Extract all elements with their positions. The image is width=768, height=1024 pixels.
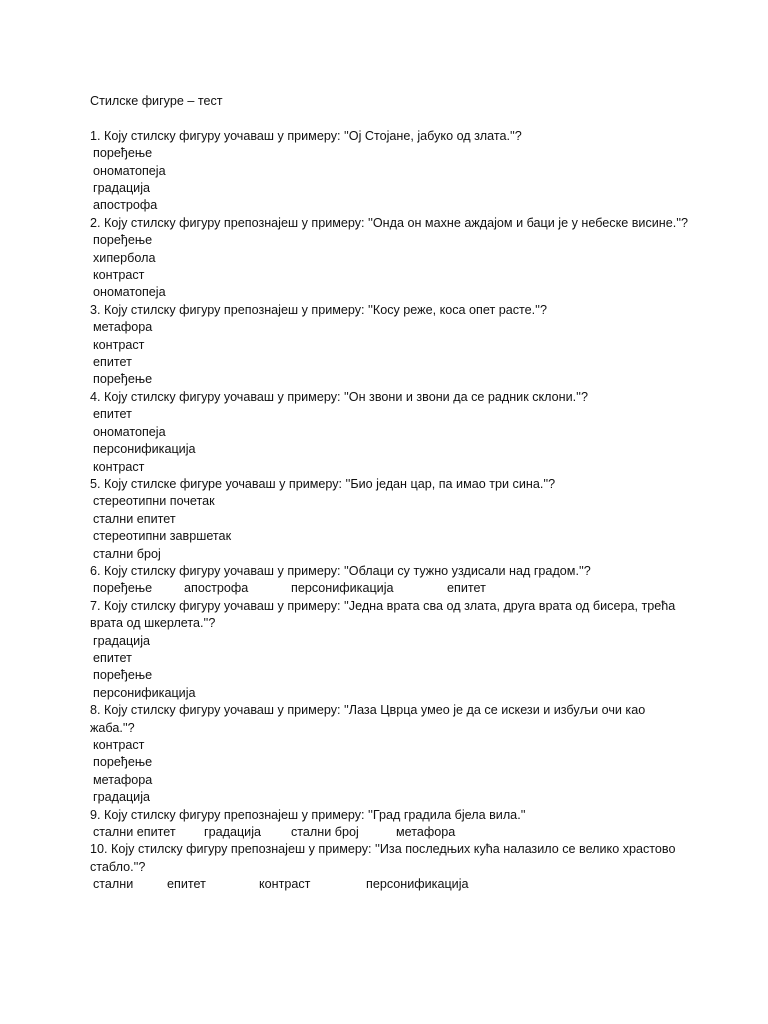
question-8-option-1: контраст (93, 738, 145, 753)
question-5: 5. Коју стилске фигуре уочаваш у примеру: ''Био један цар, па имао три сина.''? (90, 476, 556, 491)
question-6-option-4: епитет (447, 581, 486, 596)
question-10-options (90, 876, 690, 893)
question-2-option-2: хипербола (93, 250, 156, 265)
question-2-option-1: поређење (93, 233, 153, 248)
question-7-option-3: поређење (93, 668, 153, 683)
question-9-option-4: метафора (396, 825, 456, 840)
question-1-option-4: апострофа (93, 198, 158, 213)
question-3-option-4: поређење (93, 372, 153, 387)
question-6-options (90, 580, 690, 597)
question-9-options (90, 824, 690, 841)
question-8-option-4: градација (93, 790, 151, 805)
question-10-option-1: стални (93, 877, 134, 892)
question-5-option-4: стални број (93, 546, 161, 561)
question-9: 9. Коју стилску фигуру препознајеш у примеру: ''Град градила бјела вила.'' (90, 807, 526, 822)
question-7-option-2: епитет (93, 650, 132, 665)
question-4-option-1: епитет (93, 407, 132, 422)
question-2-option-3: контраст (93, 268, 145, 283)
question-1-option-1: поређење (93, 146, 153, 161)
question-9-option-3: стални број (291, 825, 359, 840)
document-title: Стилске фигуре – тест (90, 94, 223, 108)
question-1-option-2: ономатопеја (93, 163, 166, 178)
question-8-option-3: метафора (93, 772, 153, 787)
question-8: 8. Коју стилску фигуру уочаваш у примеру: ''Лаза Цврца умео је да се искези и избуљи очи као жаба.''? (90, 703, 646, 735)
question-2: 2. Коју стилску фигуру препознајеш у примеру: ''Онда он махне аждајом и баци је у небеске висине.''? (90, 215, 689, 230)
question-3-option-1: метафора (93, 320, 153, 335)
question-3-option-2: контраст (93, 337, 145, 352)
question-6-option-2: апострофа (184, 581, 249, 596)
question-4-option-4: контраст (93, 459, 145, 474)
question-6-option-1: поређење (93, 581, 153, 596)
question-9-option-1: стални епитет (93, 825, 176, 840)
question-5-option-1: стереотипни почетак (93, 494, 215, 509)
question-8-option-2: поређење (93, 755, 153, 770)
question-4-option-2: ономатопеја (93, 424, 166, 439)
question-5-option-2: стални епитет (93, 511, 176, 526)
question-10-option-4: персонификација (366, 877, 469, 892)
question-7-option-1: градација (93, 633, 151, 648)
question-6-option-3: персонификација (291, 581, 394, 596)
question-2-option-4: ономатопеја (93, 285, 166, 300)
question-10: 10. Коју стилску фигуру препознајеш у примеру: ''Иза последњих кућа налазило се велико храстово стабло.''? (90, 842, 676, 874)
question-6: 6. Коју стилску фигуру уочаваш у примеру: ''Облаци су тужно уздисали над градом.''? (90, 563, 591, 578)
question-3-option-3: епитет (93, 355, 132, 370)
question-1: 1. Коју стилску фигуру уочаваш у примеру: ''Ој Стојане, јабуко од злата.''? (90, 128, 522, 143)
question-7-option-4: персонификација (93, 685, 196, 700)
question-1-option-3: градација (93, 181, 151, 196)
question-4-option-3: персонификација (93, 442, 196, 457)
document-content (90, 93, 690, 894)
question-9-option-2: градација (204, 825, 262, 840)
question-3: 3. Коју стилску фигуру препознајеш у примеру: ''Косу реже, коса опет расте.''? (90, 302, 547, 317)
question-4: 4. Коју стилску фигуру уочаваш у примеру: ''Он звони и звони да се радник склони.''? (90, 389, 588, 404)
question-7: 7. Коју стилску фигуру уочаваш у примеру: ''Једна врата сва од злата, друга врата од бисера, трећа врата од шкерлета.''? (90, 598, 676, 631)
question-5-option-3: стереотипни завршетак (93, 529, 232, 544)
question-10-option-2: епитет (167, 877, 206, 892)
question-10-option-3: контраст (259, 877, 311, 892)
